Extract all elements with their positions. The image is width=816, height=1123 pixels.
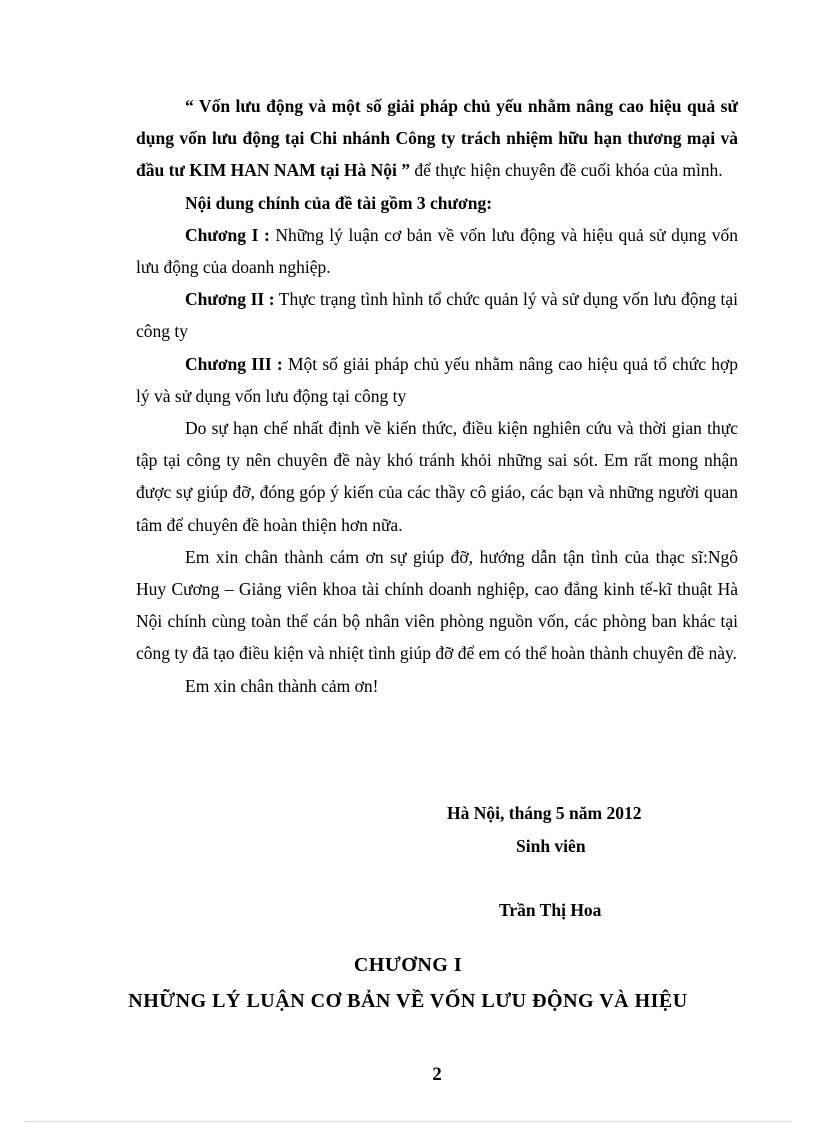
body-text bbox=[136, 90, 738, 702]
contents-heading: Nội dung chính của đề tài gồm 3 chương: bbox=[185, 192, 493, 213]
chapter-summary-1 bbox=[136, 219, 738, 283]
signature-role: Sinh viên bbox=[516, 836, 586, 856]
chapter-summary-text: Thực trạng tình hình tổ chức quản lý và sử dụng vốn lưu động tại công ty bbox=[136, 289, 738, 342]
thanks-line: Em xin chân thành cảm ơn! bbox=[185, 675, 379, 696]
chapter-summary-3 bbox=[136, 348, 738, 412]
page-number: 2 bbox=[432, 1064, 442, 1085]
chapter-number: CHƯƠNG I bbox=[353, 954, 463, 976]
chapter-summary-text: Một số giải pháp chủ yếu nhằm nâng cao hiệu quả tổ chức hợp lý và sử dụng vốn lưu động tại công ty bbox=[136, 353, 738, 406]
thesis-title: “ Vốn lưu động và một số giải pháp chủ yếu nhằm nâng cao hiệu quả sử dụng vốn lưu động tại Chi nhánh Công ty trách nhiệm hữu hạn thương mại và đầu tư KIM HAN NAM tại Hà Nội ” bbox=[136, 96, 738, 181]
chapter-summary-label: Chương I : bbox=[185, 224, 270, 245]
chapter-summary-2 bbox=[136, 283, 738, 347]
chapter-summary-label: Chương II : bbox=[185, 289, 275, 310]
chapter-title: NHỮNG LÝ LUẬN CƠ BẢN VỀ VỐN LƯU ĐỘNG VÀ HIỆU bbox=[128, 990, 688, 1012]
thesis-title-suffix: để thực hiện chuyên đề cuối khóa của mình. bbox=[409, 160, 723, 181]
intro-paragraph bbox=[136, 90, 738, 187]
signature-name: Trần Thị Hoa bbox=[499, 900, 602, 920]
chapter-summary-label: Chương III : bbox=[185, 353, 283, 374]
acknowledgement-paragraph: Em xin chân thành cám ơn sự giúp đỡ, hướng dẫn tận tình của thạc sĩ:Ngô Huy Cương – Giảng viên khoa tài chính doanh nghiệp, cao đẳng kinh tế-kĩ thuật Hà Nội chính cùng toàn thể cán bộ nhân viên phòng nguồn vốn, các phòng ban khác tại công ty đã tạo điều kiện và nhiệt tình giúp đỡ để em có thể hoàn thành chuyên đề này. bbox=[136, 546, 738, 664]
page-break-divider bbox=[24, 1121, 792, 1122]
limitation-paragraph: Do sự hạn chế nhất định về kiến thức, điều kiện nghiên cứu và thời gian thực tập tại công ty nên chuyên đề này khó tránh khỏi những sai sót. Em rất mong nhận được sự giúp đỡ, đóng góp ý kiến của các thầy cô giáo, các bạn và những người quan tâm để chuyên đề hoàn thiện hơn nữa. bbox=[136, 418, 738, 535]
signature-place-date: Hà Nội, tháng 5 năm 2012 bbox=[447, 803, 642, 823]
chapter-summary-text: Những lý luận cơ bản về vốn lưu động và hiệu quả sử dụng vốn lưu động của doanh nghiệp. bbox=[136, 224, 738, 278]
